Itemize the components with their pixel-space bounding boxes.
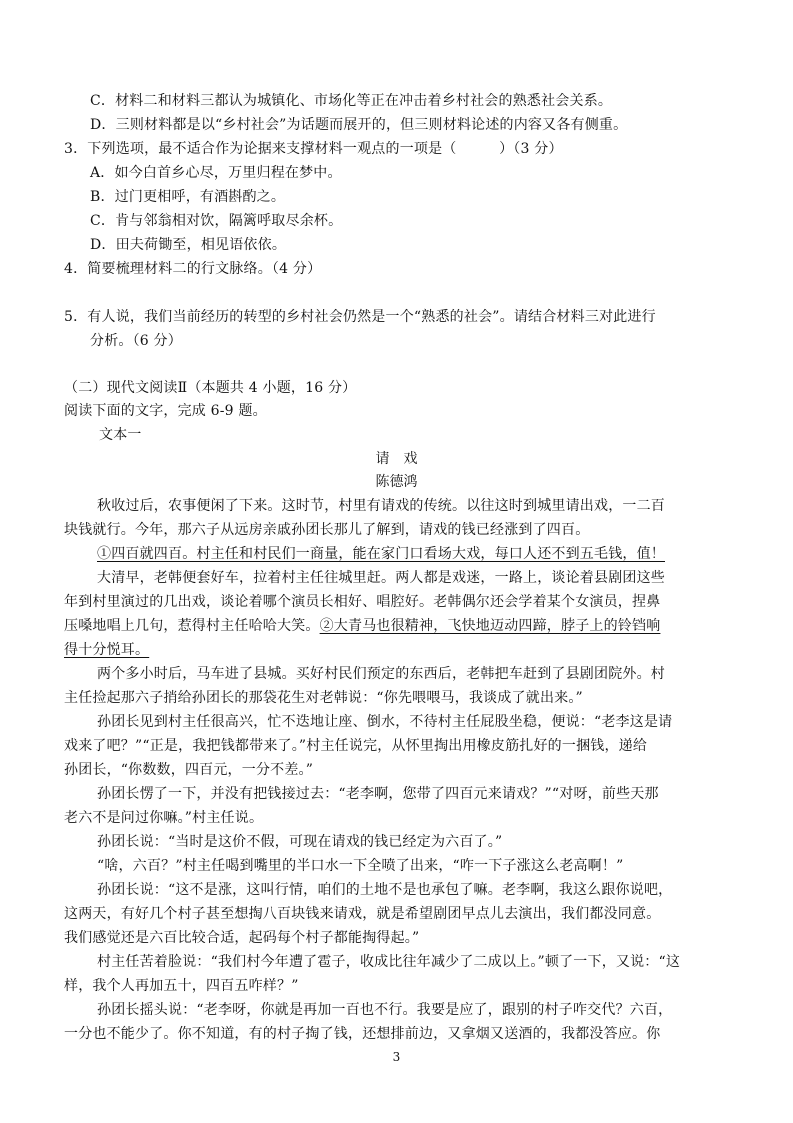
underlined-sentence-2: ②大青马也很精神，飞快地迈动四蹄，脖子上的铃铛响 — [319, 618, 661, 634]
story-paragraph-line: 孙团长见到村主任很高兴，忙不迭地让座、倒水，不待村主任屁股坐稳，便说：“老李这是请 — [97, 714, 673, 730]
q3-option-a: A．如今白首乡心尽，万里归程在梦中。 — [90, 165, 342, 181]
text-label: 文本一 — [99, 427, 142, 443]
story-paragraph-line: 样，我个人再加五十，四百五咋样？” — [64, 978, 299, 994]
q2-option-c: C．材料二和材料三都认为城镇化、市场化等正在冲击着乡村社会的熟悉社会关系。 — [90, 93, 613, 109]
story-paragraph-line: 孙团长说：“当时是这价不假，可现在请戏的钱已经定为六百了。” — [97, 834, 503, 850]
story-author: 陈德鸿 — [375, 474, 418, 490]
q3-option-d: D．田夫荷锄至，相见语依依。 — [90, 237, 287, 253]
story-paragraph-line: 块钱就行。今年，那六子从远房亲戚孙团长那儿了解到，请戏的钱已经涨到了四百。 — [64, 522, 590, 538]
story-paragraph-line — [64, 616, 660, 636]
story-text-segment: 压嗓地唱上几句，惹得村主任哈哈大笑。 — [64, 618, 320, 634]
story-paragraph-line: 戏来了吧？”“正是，我把钱都带来了。”村主任说完，从怀里掏出用橡皮筋扎好的一捆钱，递给 — [64, 738, 648, 754]
story-paragraph-line: 孙团长愣了一下，并没有把钱接过去：“老李啊，您带了四百元来请戏？”“对呀，前些天那 — [97, 786, 659, 802]
story-paragraph-line: 两个多小时后，马车进了县城。买好村民们预定的东西后，老韩把车赶到了县剧团院外。村 — [97, 666, 665, 682]
section-heading: （二）现代文阅读Ⅱ（本题共 4 小题，16 分） — [64, 380, 357, 396]
story-paragraph-line: 秋收过后，农事便闲了下来。这时节，村里有请戏的传统。以往这时到城里请出戏，一二百 — [97, 498, 665, 514]
story-paragraph-line: 孙团长摇头说：“老李呀，你就是再加一百也不行。我要是应了，跟别的村子咋交代？六百， — [97, 1002, 673, 1018]
story-paragraph-line: 这两天，有好几个村子甚至想掏八百块钱来请戏，就是希望剧团早点儿去演出，我们都没同意。 — [64, 906, 661, 922]
page-number: 3 — [392, 1050, 401, 1064]
story-paragraph-line: “啥，六百？”村主任喝到嘴里的半口水一下全喷了出来，“咋一下子涨这么老高啊！” — [97, 858, 624, 874]
q3-stem: 3．下列选项，最不适合作为论据来支撑材料一观点的一项是（ ）（3 分） — [64, 141, 563, 157]
q4-stem: 4．简要梳理材料二的行文脉络。（4 分） — [64, 261, 322, 277]
story-paragraph-line: 孙团长，“你数数，四百元，一分不差。” — [64, 762, 314, 778]
story-paragraph-line: 老六不是问过你嘛。”村主任说。 — [64, 810, 264, 826]
story-paragraph-line: 年到村里演过的几出戏，谈论着哪个演员长相好、唱腔好。老韩偶尔还会学着某个女演员，捏鼻 — [64, 594, 661, 610]
story-paragraph-line: 我们感觉还是六百比较合适，起码每个村子都能掏得起。” — [64, 930, 420, 946]
story-paragraph-line: 一分也不能少了。你不知道，有的村子掏了钱，还想排前边，又拿烟又送酒的，我都没答应。你 — [64, 1026, 661, 1042]
story-paragraph-line: 村主任苦着脸说：“我们村今年遭了雹子，收成比往年减少了二成以上。”顿了一下，又说：“这 — [97, 954, 681, 970]
story-paragraph-line: 主任捡起那六子捎给孙团长的那袋花生对老韩说：“你先喂喂马，我谈成了就出来。” — [64, 690, 583, 706]
q3-option-b: B．过门更相呼，有酒斟酌之。 — [90, 189, 286, 205]
q5-stem-line2: 分析。（6 分） — [90, 333, 182, 349]
underlined-sentence-1: ①四百就四百。村主任和村民们一商量，能在家门口看场大戏，每口人还不到五毛钱，值！ — [97, 546, 665, 562]
underlined-sentence-2-end: 得十分悦耳。 — [64, 642, 150, 658]
q2-option-d: D．三则材料都是以“乡村社会”为话题而展开的，但三则材料论述的内容又各有侧重。 — [90, 117, 628, 133]
section-instruction: 阅读下面的文字，完成 6-9 题。 — [64, 403, 267, 419]
q3-option-c: C．肯与邻翁相对饮，隔篱呼取尽余杯。 — [90, 213, 343, 229]
q5-stem-line1: 5．有人说，我们当前经历的转型的乡村社会仍然是一个“熟悉的社会”。请结合材料三对此进行 — [64, 309, 656, 325]
story-paragraph-line: 孙团长说：“这不是涨，这叫行情，咱们的土地不是也承包了嘛。老李啊，我这么跟你说吧， — [97, 882, 673, 898]
story-title: 请 戏 — [375, 451, 418, 467]
story-paragraph-line: 大清早，老韩便套好车，拉着村主任往城里赶。两人都是戏迷，一路上，谈论着县剧团这些 — [97, 570, 665, 586]
